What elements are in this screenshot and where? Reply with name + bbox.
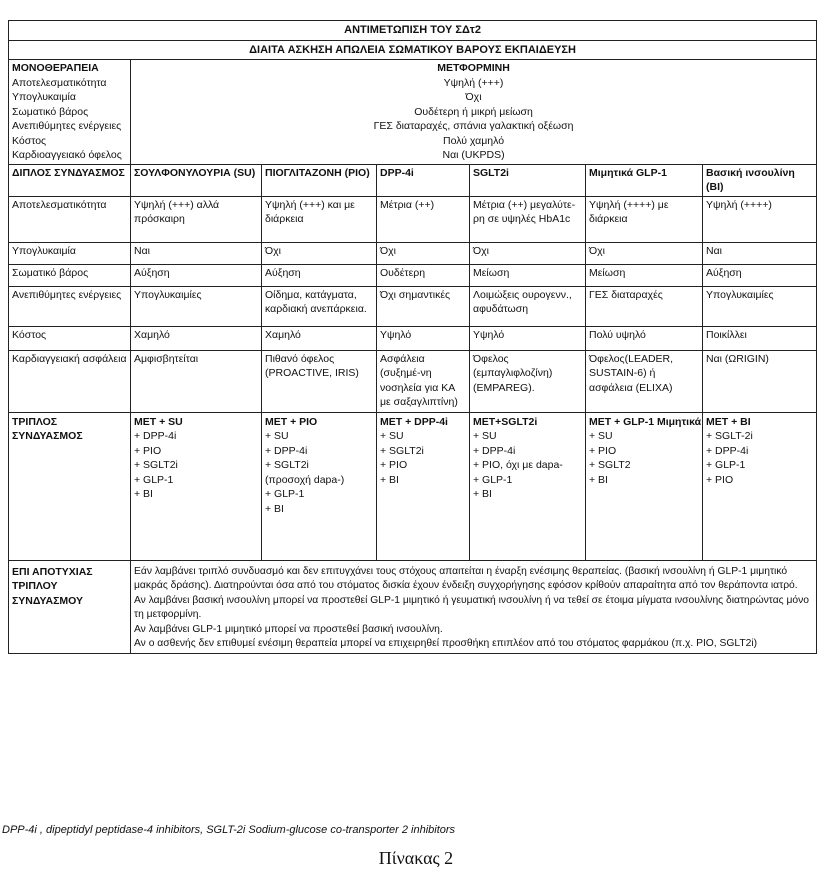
dual-cell: Υπογλυκαιμίες [703, 286, 817, 326]
mono-row-label: Ανεπιθύμητες ενέργειες [12, 120, 122, 132]
dual-cell: Μέτρια (++) μεγαλύτε-ρη σε υψηλές HbA1c [470, 196, 586, 242]
monotherapy-block-values [131, 60, 817, 165]
dual-cell: Ναι [131, 242, 262, 264]
triple-column-head: ΜΕΤ + PIO [265, 415, 318, 428]
triple-item: + SGLT2i [380, 444, 424, 457]
mono-row-value: Ουδέτερη ή μικρή μείωση [414, 105, 533, 118]
dual-cell: Χαμηλό [131, 326, 262, 350]
dual-cell: Αύξηση [131, 264, 262, 286]
triple-column-head: ΜΕΤ+SGLT2i [473, 415, 538, 428]
triple-item: + SGLT2i [265, 459, 309, 471]
triple-item: + PIO [380, 459, 408, 471]
triple-column [262, 412, 377, 560]
dual-cell: Ασφάλεια (συξημέ-νη νοσηλεία για ΚΑ με σαξαγλιπτίνη) [377, 350, 470, 412]
monotherapy-block-labels [9, 60, 131, 165]
dual-cell: Υψηλή (+++) αλλά πρόσκαιρη [131, 196, 262, 242]
triple-column-head: ΜΕΤ + DPP-4i [380, 415, 448, 428]
triple-item: + DPP-4i [265, 444, 308, 457]
dual-row-label: Υπογλυκαιμία [9, 242, 131, 264]
triple-column [586, 412, 703, 560]
triple-item: + BI [473, 488, 492, 500]
triple-column-head: ΜΕΤ + GLP-1 Μιμητικά [589, 415, 702, 428]
triple-item: + PIO [589, 444, 617, 457]
abbreviations-footnote: DPP-4i , dipeptidyl peptidase-4 inhibitors, SGLT-2i Sodium-glucose co-transporter 2 inhibitors [2, 824, 456, 836]
table-title: ΑΝΤΙΜΕΤΩΠΙΣΗ ΤΟΥ ΣΔτ2 [9, 21, 817, 41]
monotherapy-header: ΜΟΝΟΘΕΡΑΠΕΙΑ [12, 62, 99, 74]
triple-item: + PIO [134, 444, 162, 457]
dual-cell: Υψηλή (++++) [703, 196, 817, 242]
triple-item: + SGLT2 [589, 459, 631, 471]
triple-item: + SGLT2i [134, 459, 178, 471]
treatment-table [8, 20, 817, 654]
mono-row-value: Ναι (UKPDS) [442, 149, 505, 161]
failure-header-line: ΤΡΙΠΛΟΥ [12, 580, 58, 592]
triple-item: + SU [380, 430, 404, 442]
dual-cell: Αμφισβητείται [131, 350, 262, 412]
triple-item: + GLP-1 [265, 488, 305, 500]
triple-item: + BI [589, 473, 608, 486]
dual-cell: Ποικίλλει [703, 326, 817, 350]
triple-item: + GLP-1 [134, 473, 174, 486]
mono-row-label: Αποτελεσματικότητα [12, 76, 107, 89]
triple-item: + SU [265, 430, 289, 442]
table-caption: Πίνακας 2 [378, 848, 454, 868]
failure-header-line: ΕΠΙ ΑΠΟΤΥΧΙΑΣ [12, 565, 93, 578]
dual-cell: Αύξηση [703, 264, 817, 286]
triple-item: + DPP-4i [706, 444, 749, 457]
dual-cell: Όχι σημαντικές [377, 286, 470, 326]
mono-row-label: Υπογλυκαιμία [12, 91, 76, 103]
triple-column-head: ΜΕΤ + BI [706, 415, 751, 428]
dual-cell: Μείωση [586, 264, 703, 286]
triple-column [470, 412, 586, 560]
failure-line: Αν λαμβάνει GLP-1 μιμητικό μπορεί να προστεθεί βασική ινσουλίνη. [134, 623, 443, 635]
dual-cell: Ναι [703, 242, 817, 264]
triple-item: (προσοχή dapa-) [265, 473, 345, 486]
dual-cell: Ουδέτερη [377, 264, 470, 286]
dual-cell: Όχι [262, 242, 377, 264]
dual-cell: Υψηλή (++++) με διάρκεια [586, 196, 703, 242]
triple-item: + GLP-1 [473, 473, 513, 486]
dual-column-header: Βασική ινσουλίνη (BI) [703, 164, 817, 196]
mono-row-value: Υψηλή (+++) [443, 76, 504, 89]
dual-cell: Λοιμώξεις ουρογενν., αφυδάτωση [470, 286, 586, 326]
dual-cell: Οίδημα, κατάγματα, καρδιακή ανεπάρκεια. [262, 286, 377, 326]
dual-cell: Χαμηλό [262, 326, 377, 350]
dual-cell: Αύξηση [262, 264, 377, 286]
mono-row-value: ΓΕΣ διαταραχές, σπάνια γαλακτική οξέωση [373, 120, 574, 132]
triple-item: + DPP-4i [134, 430, 177, 442]
metformin-header: ΜΕΤΦΟΡΜΙΝΗ [437, 62, 510, 74]
dual-cell: Υψηλό [470, 326, 586, 350]
triple-item: + BI [265, 502, 284, 515]
dual-cell: Ναι (ΩRIGIN) [703, 350, 817, 412]
triple-item: + BI [134, 488, 153, 500]
dual-cell: Πιθανό όφελος (PROACTIVE, IRIS) [262, 350, 377, 412]
dual-row-label: Κόστος [9, 326, 131, 350]
mono-row-label: Σωματικό βάρος [12, 105, 89, 118]
dual-cell: Μέτρια (++) [377, 196, 470, 242]
dual-column-header: SGLT2i [470, 164, 586, 196]
triple-column-head: ΜΕΤ + SU [134, 415, 183, 428]
dual-cell: Όχι [586, 242, 703, 264]
mono-row-label: Καρδιοαγγειακό όφελος [12, 149, 122, 161]
dual-row-label: Σωματικό βάρος [9, 264, 131, 286]
failure-text [131, 560, 817, 653]
triple-column [377, 412, 470, 560]
dual-cell: ΓΕΣ διαταραχές [586, 286, 703, 326]
treatment-table-container [8, 20, 816, 654]
dual-cell: Πολύ υψηλό [586, 326, 703, 350]
dual-cell: Όχι [377, 242, 470, 264]
mono-row-value: Πολύ χαμηλό [443, 134, 505, 147]
dual-cell: Μείωση [470, 264, 586, 286]
dual-row-label: Αποτελεσματικότητα [9, 196, 131, 242]
triple-header: ΤΡΙΠΛΟΣ ΣΥΝΔΥΑΣΜΟΣ [9, 412, 131, 560]
failure-line: Αν λαμβάνει βασική ινσουλίνη μπορεί να προστεθεί GLP-1 μιμητικό ή γευματική ινσουλίνη ή να τεθεί σε έτοιμα μίγματα ινσουλίνης διατηρώντας μόνο τη μετφορμίνη. [134, 594, 810, 620]
triple-item: + SU [589, 430, 613, 442]
failure-line: Εάν λαμβάνει τριπλό συνδυασμό και δεν επιτυγχάνει τους στόχους απαιτείται η έναρξη ενέσιμης θεραπείας. (βασική ινσουλίνη ή GLP-1 μιμητικό μακράς δράσης). Διατηρούνται όσα από του στόματος δισκία έχουν ένδειξη συγχορήγησης εφόσον κρίθούν απαραίτητα από τον θεράποντα ιατρό. [134, 565, 798, 591]
failure-header [9, 560, 131, 653]
dual-row-label: Ανεπιθύμητες ενέργειες [9, 286, 131, 326]
dual-cell: Όφελος(LEADER, SUSTAIN-6) ή ασφάλεια (ELIXA) [586, 350, 703, 412]
triple-item: + PIO [706, 473, 734, 486]
dual-header: ΔΙΠΛΟΣ ΣΥΝΔΥΑΣΜΟΣ [9, 164, 131, 196]
dual-cell: Υπογλυκαιμίες [131, 286, 262, 326]
triple-column [703, 412, 817, 560]
dual-column-header: ΣΟΥΛΦΟΝΥΛΟΥΡΙΑ (SU) [131, 164, 262, 196]
triple-item: + SGLT-2i [706, 430, 753, 442]
triple-item: + BI [380, 473, 399, 486]
failure-header-line: ΣΥΝΔΥΑΣΜΟΥ [12, 594, 84, 607]
failure-line: Αν ο ασθενής δεν επιθυμεί ενέσιμη θεραπεία μπορεί να επιχειρηθεί προσθήκη επιπλέον από του στόματος φαρμάκου (π.χ. PIO, SGLT2i) [134, 638, 758, 649]
dual-column-header: DPP-4i [377, 164, 470, 196]
dual-cell: Υψηλό [377, 326, 470, 350]
table-subtitle: ΔΙΑΙΤΑ ΑΣΚΗΣΗ ΑΠΩΛΕΙΑ ΣΩΜΑΤΙΚΟΥ ΒΑΡΟΥΣ ΕΚΠΑΙΔΕΥΣΗ [9, 40, 817, 60]
triple-column [131, 412, 262, 560]
dual-cell: Όχι [470, 242, 586, 264]
dual-row-label: Καρδιαγγειακή ασφάλεια [9, 350, 131, 412]
triple-item: + SU [473, 430, 497, 442]
triple-item: + DPP-4i [473, 444, 516, 457]
dual-cell: Όφελος (εμπαγλιφλοζίνη) (EMPAREG). [470, 350, 586, 412]
dual-column-header: Μιμητικά GLP-1 [586, 164, 703, 196]
mono-row-label: Κόστος [12, 134, 47, 147]
dual-column-header: ΠΙΟΓΛΙΤΑΖΟΝΗ (PIO) [262, 164, 377, 196]
triple-item: + PIO, όχι με dapa- [473, 459, 563, 471]
mono-row-value: Όχι [465, 91, 482, 103]
dual-cell: Υψηλή (+++) και με διάρκεια [262, 196, 377, 242]
triple-item: + GLP-1 [706, 459, 746, 471]
